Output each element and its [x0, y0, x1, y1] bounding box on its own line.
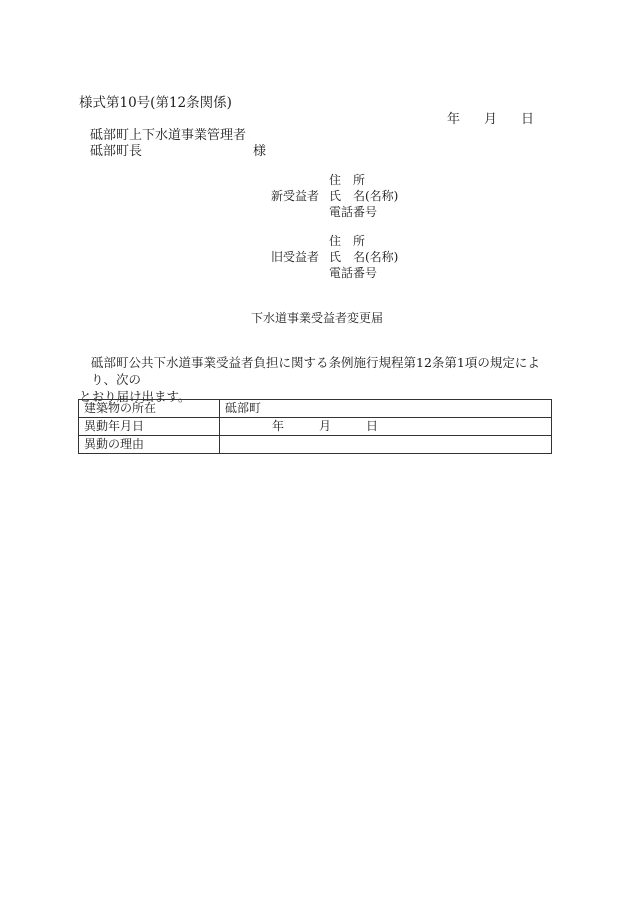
change-date-label: 異動年月日 [79, 418, 220, 436]
table-row [79, 436, 552, 454]
addressee-manager: 砥部町上下水道事業管理者 [90, 128, 247, 143]
date-day-label: 日 [521, 112, 535, 127]
addressee-honorific: 様 [253, 144, 267, 159]
change-date-year-label: 年 [272, 419, 285, 433]
date-month-label: 月 [484, 112, 498, 127]
new-beneficiary-role: 新受益者 [271, 189, 320, 203]
old-beneficiary-role: 旧受益者 [271, 250, 320, 264]
date-year-label: 年 [447, 112, 461, 127]
table-row [79, 418, 552, 436]
form-number: 様式第10号(第12条関係) [79, 95, 232, 111]
body-text-line-2: とおり届け出ます。 [79, 389, 191, 404]
addressee-mayor: 砥部町長 [90, 144, 143, 159]
new-beneficiary-name-label: 氏 名(名称) [329, 189, 399, 203]
old-beneficiary-name-label: 氏 名(名称) [329, 250, 399, 264]
body-text-line-1: 砥部町公共下水道事業受益者負担に関する条例施行規程第12条第1項の規定により、次の [91, 355, 540, 387]
old-beneficiary-address-label: 住 所 [329, 234, 366, 248]
change-reason-label: 異動の理由 [79, 436, 220, 454]
new-beneficiary-address-label: 住 所 [329, 173, 366, 187]
change-date-day-label: 日 [366, 419, 379, 433]
change-date-value[interactable] [220, 418, 552, 436]
change-date-month-label: 月 [319, 419, 332, 433]
building-location-value[interactable]: 砥部町 [220, 400, 552, 418]
body-text [79, 354, 554, 405]
building-location-label: 建築物の所在 [79, 400, 220, 418]
table-row [79, 400, 552, 418]
document-title: 下水道事業受益者変更届 [251, 311, 384, 325]
change-reason-value[interactable] [220, 436, 552, 454]
new-beneficiary-phone-label: 電話番号 [329, 205, 378, 219]
old-beneficiary-phone-label: 電話番号 [329, 266, 378, 280]
submission-date [447, 112, 534, 128]
details-table [78, 399, 552, 454]
